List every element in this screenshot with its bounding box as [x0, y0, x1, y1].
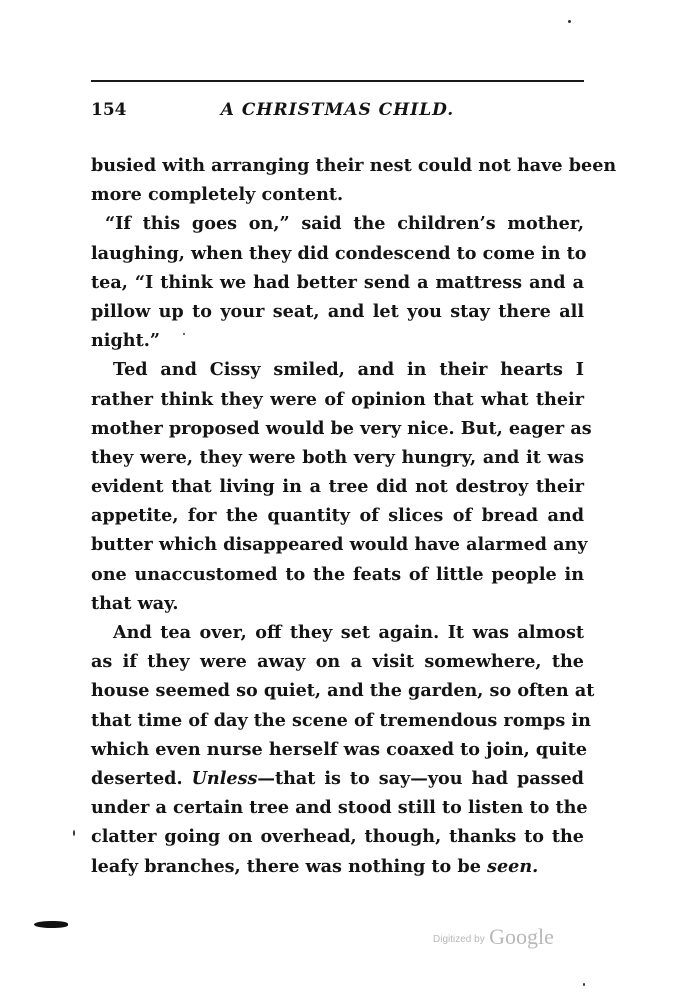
text-line: mother proposed would be very nice. But, eager as	[91, 417, 592, 439]
text-line: night.”	[91, 330, 160, 352]
text-line: one unaccustomed to the feats of little people in	[91, 563, 584, 585]
line-21-start: deserted.	[91, 767, 192, 789]
text-line: as if they were away on a visit somewhere, the	[91, 651, 584, 673]
header-rule	[91, 80, 584, 82]
google-logo: Google	[489, 924, 554, 949]
ink-blot	[34, 921, 68, 928]
body-text	[91, 151, 617, 881]
text-line: that way.	[91, 592, 179, 614]
text-line: evident that living in a tree did not destroy their	[91, 476, 584, 498]
ink-speck	[73, 830, 75, 836]
italic-word-unless: Unless	[191, 767, 258, 789]
page-header	[91, 100, 584, 124]
text-line: pillow up to your seat, and let you stay there all	[91, 300, 584, 322]
text-line: And tea over, off they set again. It was almost	[113, 622, 584, 643]
text-line: busied with arranging their nest could not have been	[91, 155, 617, 176]
text-line: Ted and Cissy smiled, and in their hearts I	[113, 359, 584, 381]
ink-speck	[568, 20, 571, 23]
text-line: that time of day the scene of tremendous romps in	[91, 709, 591, 731]
text-line: clatter going on overhead, though, thanks to the	[91, 826, 584, 848]
text-line: they were, they were both very hungry, and it was	[91, 446, 584, 468]
text-line: “If this goes on,” said the children’s mother,	[105, 213, 584, 235]
text-line: butter which disappeared would have alarmed any	[91, 534, 588, 556]
text-line	[91, 852, 584, 881]
ink-speck	[183, 333, 185, 335]
digitized-watermark	[433, 924, 554, 952]
line-24-start: leafy branches, there was nothing to be	[91, 855, 488, 877]
page-number: 154	[91, 100, 127, 120]
text-line: appetite, for the quantity of slices of bread and	[91, 505, 584, 527]
text-line: more completely content.	[91, 184, 344, 206]
text-line: which even nurse herself was coaxed to join, quite	[91, 738, 588, 760]
running-title: A CHRISTMAS CHILD.	[220, 100, 455, 120]
ink-speck	[583, 983, 585, 986]
text-line: rather think they were of opinion that what their	[91, 388, 584, 410]
text-line: tea, “I think we had better send a mattress and a	[91, 271, 584, 293]
text-line: house seemed so quiet, and the garden, so often at	[91, 680, 595, 702]
watermark-prefix: Digitized by	[433, 934, 485, 945]
text-line: under a certain tree and stood still to listen to the	[91, 797, 588, 819]
text-line: laughing, when they did condescend to come in to	[91, 242, 587, 264]
text-line	[91, 764, 584, 793]
line-21-end: —that is to say—you had passed	[257, 767, 584, 789]
italic-word-seen: seen.	[487, 855, 539, 877]
